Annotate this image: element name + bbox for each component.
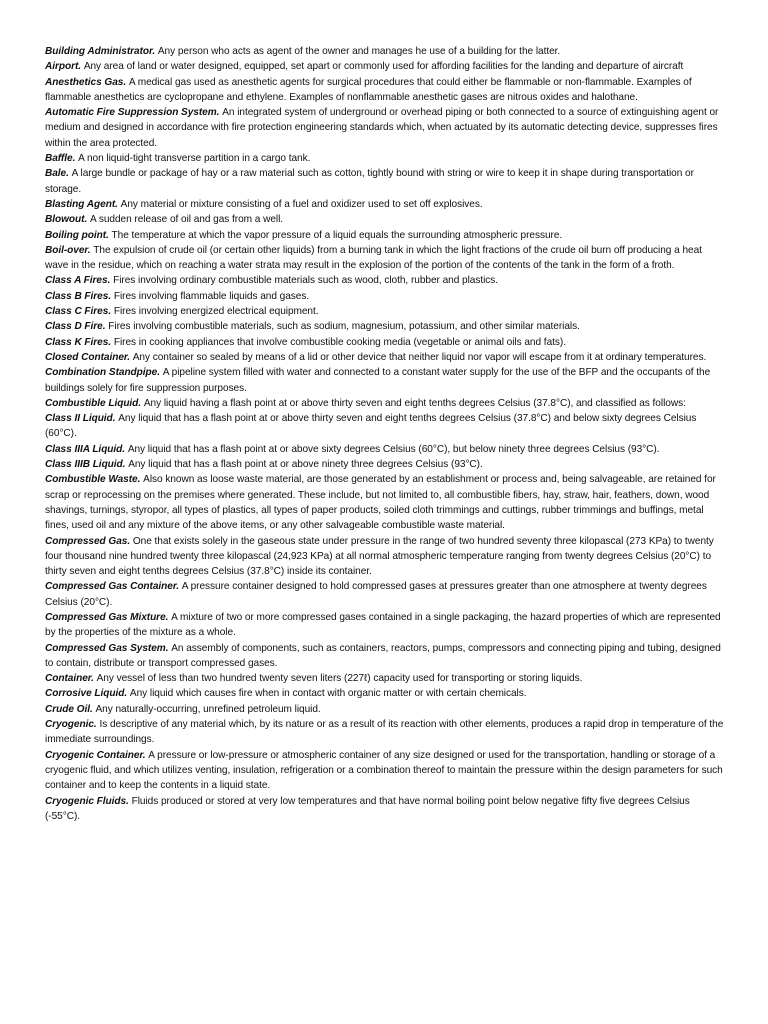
- glossary-definition: Any area of land or water designed, equipped, set apart or commonly used for affording facilities for the landing and departure of aircraft: [83, 61, 684, 73]
- glossary-term: Class B Fires: [45, 290, 109, 302]
- glossary-definition: A pipeline system filled with water and connected to a constant water supply for the use of the BFP and the occupants of the buildings solely for fire suppression purposes.: [45, 367, 711, 394]
- glossary-definition: Any liquid that has a flash point at or above ninety three degrees Celsius (93°C).: [128, 459, 483, 471]
- glossary-definition: Any liquid having a flash point at or above thirty seven and eight tenths degrees Celsius (37.8°C), and classified as follows:: [143, 397, 686, 409]
- glossary-entry: [45, 442, 727, 457]
- glossary-entry: [45, 717, 727, 748]
- glossary-entry: [45, 457, 727, 472]
- glossary-definition: Any container so sealed by means of a lid or other device that neither liquid nor vapor will escape from it at ordinary temperatures.: [132, 351, 707, 363]
- term-separator: .: [115, 198, 121, 210]
- glossary-term: Closed Container: [45, 351, 128, 363]
- glossary-entry: [45, 166, 727, 197]
- glossary-entry: [45, 610, 727, 641]
- glossary-entry: [45, 197, 727, 212]
- glossary-entry: [45, 748, 727, 794]
- term-separator: .: [106, 229, 112, 241]
- glossary-definition: One that exists solely in the gaseous state under pressure in the range of two hundred seventy three kilopascal (273 KPa) to twenty four thousand nine hundred twenty three kilopascal (24,923 KPa) at all normal atmospheric temperature ranging from twenty degrees Celsius (20°C) to thirty seven and eight tenths degrees Celsius (37.8°C) inside its container.: [45, 535, 714, 578]
- glossary-term: Compressed Gas Mixture: [45, 611, 166, 623]
- glossary-term: Anesthetics Gas: [45, 76, 124, 88]
- glossary-definition: A pressure container designed to hold compressed gases at pressures greater than one atmosphere at twenty degrees Celsius (20°C).: [45, 581, 707, 608]
- term-separator: .: [78, 61, 84, 73]
- glossary-term: Compressed Gas Container: [45, 581, 177, 593]
- glossary-term: Corrosive Liquid: [45, 688, 125, 700]
- term-separator: .: [137, 474, 144, 486]
- glossary-definition: Any naturally-occurring, unrefined petroleum liquid.: [95, 703, 321, 715]
- glossary-entry: [45, 151, 727, 166]
- glossary-entry: [45, 365, 727, 396]
- glossary-definition: An assembly of components, such as containers, reactors, pumps, compressors and connecting piping and tubing, designed to contain, distribute or transport compressed gases.: [45, 642, 721, 669]
- term-separator: .: [108, 306, 114, 318]
- glossary-term: Class D Fire: [45, 321, 103, 333]
- glossary-term: Blasting Agent: [45, 198, 116, 210]
- glossary-term: Compressed Gas: [45, 535, 128, 547]
- glossary-definition: The temperature at which the vapor pressure of a liquid equals the surrounding atmospheric pressure.: [111, 229, 563, 241]
- glossary-definition: Any person who acts as agent of the owner and manages he use of a building for the latter.: [157, 46, 561, 57]
- glossary-entry: [45, 75, 727, 106]
- glossary-definition: Also known as loose waste material, are those generated by an establishment or process and, being salvageable, are retained for scrap or reprocessing on the premises where generated. These include, but not limited to, all combustible fibers, hay, straw, hair, feathers, down, wood shavings, turnings, styropor, all types of plastics, all types of paper products, soiled cloth trimmings and cuttings, rubber trimmings and buffings, metal fines, used oil and any mixture of the above items, or any other salvageable combustible waste material.: [45, 474, 716, 532]
- glossary-entry: [45, 702, 727, 717]
- term-separator: .: [122, 459, 129, 471]
- glossary-definition: Fires involving combustible materials, such as sodium, magnesium, potassium, and other similar materials.: [108, 321, 580, 333]
- term-separator: .: [157, 367, 163, 379]
- glossary-entry: [45, 289, 727, 304]
- glossary-definition: A large bundle or package of hay or a raw material such as cotton, tightly bound with string or wire to keep it in shape during transportation or storage.: [45, 168, 694, 195]
- glossary-term: Cryogenic: [45, 719, 94, 731]
- glossary-term: Airport: [45, 61, 79, 73]
- glossary-term: Cryogenic Container: [45, 749, 143, 761]
- glossary-definition: Any vessel of less than two hundred twenty seven liters (227ℓ) capacity used for transporting or storing liquids.: [96, 673, 583, 685]
- glossary-entry: [45, 105, 727, 151]
- term-separator: .: [112, 413, 119, 425]
- term-separator: .: [152, 46, 158, 57]
- term-separator: .: [66, 168, 72, 180]
- glossary-entry: [45, 534, 727, 580]
- glossary-term: Class K Fires: [45, 336, 109, 348]
- glossary-definition: Fires involving flammable liquids and gases.: [113, 290, 310, 302]
- glossary-entry: [45, 472, 727, 533]
- glossary-entry: [45, 335, 727, 350]
- glossary-definition: A mixture of two or more compressed gases contained in a single packaging, the hazard properties of which are represented by the properties of the mixture as a whole.: [45, 611, 721, 639]
- glossary-definition: Any liquid that has a flash point at or above thirty seven and eight tenths degrees Celsius (37.8°C) and below sixty degrees Celsius (60°C).: [45, 413, 697, 440]
- glossary-term: Class II Liquid: [45, 413, 113, 425]
- term-separator: .: [176, 581, 182, 593]
- glossary-definition: A pressure or low-pressure or atmospheric container of any size designed or used for the transportation, handling or storage of a cryogenic fluid, and which utilizes venting, insulation, refrigeration or a combination thereof to maintain the pressure within the design parameters for such container and to keep the contents in a liquid state.: [45, 749, 723, 792]
- term-separator: .: [127, 351, 133, 363]
- term-separator: .: [89, 703, 96, 715]
- glossary-entry: [45, 44, 727, 59]
- glossary-term: Combustible Waste: [45, 474, 138, 486]
- term-separator: .: [138, 397, 144, 409]
- glossary-definition: The expulsion of crude oil (or certain other liquids) from a burning tank in which the light fractions of the crude oil burn off producing a heat wave in the residue, which on reaching a water strata may result in the explosion of the portion of the contents of the tank in the form of a froth.: [45, 244, 702, 272]
- glossary-term: Bale: [45, 168, 67, 180]
- glossary-definition: A non liquid-tight transverse partition in a cargo tank.: [78, 153, 311, 165]
- glossary-entry: [45, 350, 727, 365]
- glossary-definition: An integrated system of underground or overhead piping or both connected to a source of extinguishing agent or medium and designed in accordance with fire protection engineering standards which, when actuated by its automatic detecting device, suppresses fires within the area protected.: [45, 107, 719, 149]
- term-separator: .: [165, 642, 172, 654]
- glossary-term: Crude Oil: [45, 703, 90, 715]
- glossary-definition: Fires involving energized electrical equipment.: [113, 306, 319, 318]
- glossary-definition: Any liquid that has a flash point at or above sixty degrees Celsius (60°C), but below ninety three degrees Celsius (93°C).: [127, 443, 660, 455]
- glossary-term: Class IIIA Liquid: [45, 443, 123, 455]
- term-separator: .: [93, 719, 100, 731]
- glossary-entry: [45, 59, 727, 74]
- glossary-term: Class C Fires: [45, 306, 109, 318]
- glossary-entry: [45, 273, 727, 288]
- glossary-term: Combustible Liquid: [45, 397, 139, 409]
- glossary-entry: [45, 686, 727, 701]
- glossary-entry: [45, 641, 727, 672]
- glossary-definition: Any material or mixture consisting of a fuel and oxidizer used to set off explosives.: [120, 198, 483, 210]
- glossary-entry: [45, 411, 727, 442]
- glossary-term: Boil-over: [45, 244, 88, 256]
- glossary-entry: [45, 243, 727, 274]
- term-separator: .: [123, 76, 129, 88]
- term-separator: .: [87, 244, 94, 256]
- term-separator: .: [122, 443, 128, 455]
- term-separator: .: [108, 290, 114, 302]
- glossary-term: Blowout: [45, 214, 85, 226]
- glossary-term: Container: [45, 673, 92, 685]
- glossary-document: [45, 44, 727, 824]
- glossary-entry: [45, 319, 727, 334]
- term-separator: .: [165, 611, 172, 623]
- glossary-definition: A sudden release of oil and gas from a well.: [89, 214, 284, 226]
- glossary-term: Building Administrator: [45, 46, 153, 57]
- term-separator: .: [107, 275, 114, 287]
- glossary-term: Boiling point: [45, 229, 107, 241]
- term-separator: .: [72, 153, 79, 165]
- glossary-term: Class IIIB Liquid: [45, 459, 123, 471]
- term-separator: .: [108, 336, 114, 348]
- glossary-entry: [45, 212, 727, 227]
- glossary-definition: A medical gas used as anesthetic agents for surgical procedures that could either be flammable or non-flammable. Examples of flammable anesthetics are cyclopropane and ethylene. Examples of nonflammable anesthetic gases are nitrous oxides and halothane.: [45, 76, 692, 103]
- term-separator: .: [102, 321, 109, 333]
- glossary-term: Baffle: [45, 153, 73, 165]
- glossary-entry: [45, 671, 727, 686]
- glossary-term: Automatic Fire Suppression System: [45, 107, 217, 119]
- glossary-entry: [45, 579, 727, 610]
- glossary-term: Combination Standpipe: [45, 367, 158, 379]
- glossary-definition: Any liquid which causes fire when in contact with organic matter or with certain chemicals.: [129, 688, 527, 700]
- glossary-term: Class A Fires: [45, 275, 108, 287]
- glossary-definition: Fluids produced or stored at very low temperatures and that have normal boiling point below negative fifty five degrees Celsius (-55°C).: [45, 795, 690, 822]
- glossary-entry: [45, 228, 727, 243]
- term-separator: .: [127, 535, 133, 547]
- glossary-definition: Fires in cooking appliances that involve combustible cooking media (vegetable or animal oils and fats).: [113, 336, 566, 348]
- term-separator: .: [216, 107, 223, 119]
- glossary-entry: [45, 396, 727, 411]
- glossary-term: Cryogenic Fluids: [45, 795, 127, 807]
- glossary-definition: Is descriptive of any material which, by its nature or as a result of its reaction with other elements, produces a rapid drop in temperature of the immediate surroundings.: [45, 719, 724, 746]
- term-separator: .: [142, 749, 149, 761]
- glossary-entry: [45, 304, 727, 319]
- glossary-definition: Fires involving ordinary combustible materials such as wood, cloth, rubber and plastics.: [113, 275, 499, 287]
- term-separator: .: [84, 214, 90, 226]
- term-separator: .: [124, 688, 130, 700]
- glossary-entry: [45, 794, 727, 825]
- glossary-term: Compressed Gas System: [45, 642, 166, 654]
- term-separator: .: [91, 673, 97, 685]
- term-separator: .: [126, 795, 132, 807]
